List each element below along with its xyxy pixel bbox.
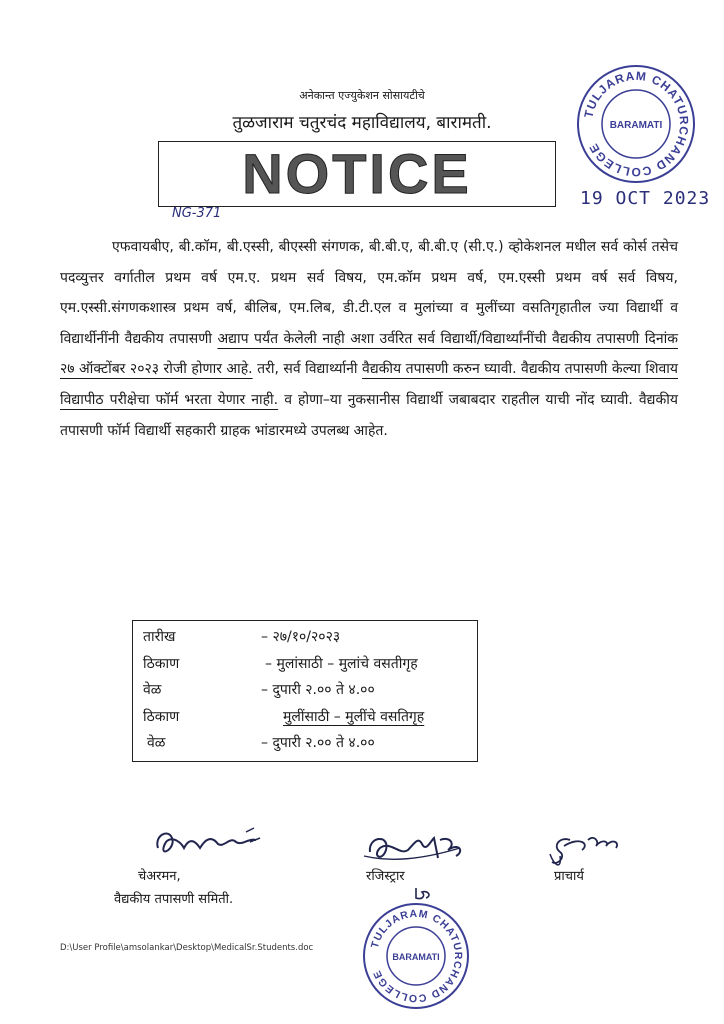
body-part-1: एफवायबीए, बी.कॉम, बी.एस्सी, बीएस्सी संगणक, बी.बी.ए, बी.बी.ए (सी.ए.) व्होकेशनल मधील सर्व कोर्स तसेच पदव्युत्तर वर्गातील प्रथम वर्ष एम.ए. प्रथम सर्व विषय, एम.कॉम प्रथम वर्ष, एम.एस्सी प्रथम वर्ष सर्व विषय, एम.एस्सी.संगणकशास्त्र प्रथम वर्ष, बीलिब, एम.लिब, डी.टी.एल व मुलांच्या व मुलींच्या वसतिगृहातील ज्या विद्यार्थी व विद्यार्थीनींनी वैद्यकीय तपासणी	[60, 239, 678, 347]
svg-text:BARAMATI: BARAMATI	[609, 120, 663, 131]
body-underlined-2: वैद्यकीय तपासणी करुन घ्यावी. वैद्यकीय तपासणी केल्या शिवाय विद्यापीठ परीक्षेचा फॉर्म भरता येणार नाही.	[60, 361, 678, 408]
schedule-value: – मुलांसाठी – मुलांचे वसतीगृह	[265, 656, 418, 672]
svg-text:TULJARAM CHATURCHAND COLLEGE: TULJARAM CHATURCHAND COLLEGE	[581, 68, 692, 180]
registrar-title: रजिस्ट्रार	[366, 869, 405, 884]
svg-text:TULJARAM CHATURCHAND COLLEGE: TULJARAM CHATURCHAND COLLEGE	[368, 907, 465, 1005]
schedule-label: ठिकाण	[143, 709, 180, 725]
body-part-3: व होणा–या नुकसानीस विद्यार्थी जबाबदार राहतील याची नोंद घ्यावी. वैद्यकीय तपासणी फॉर्म विद्यार्थी सहकारी ग्राहक भांडारमध्ये उपलब्ध आहेत.	[60, 391, 678, 439]
svg-text:BARAMATI: BARAMATI	[392, 952, 440, 962]
reference-number: NG-371	[172, 206, 222, 221]
principal-title: प्राचार्य	[554, 869, 584, 884]
committee-name: वैद्यकीय तपासणी समिती.	[114, 892, 234, 907]
college-seal-bottom	[360, 900, 472, 1012]
chairman-signature	[150, 818, 270, 868]
college-name: तुळजाराम चतुरचंद महाविद्यालय, बारामती.	[232, 113, 492, 133]
schedule-value: – दुपारी २.०० ते ४.००	[261, 682, 375, 698]
date-stamp: 19 OCT 2023	[580, 188, 711, 209]
schedule-value: मुलींसाठी – मुलींचे वसतिगृह	[283, 709, 425, 725]
schedule-box	[132, 620, 478, 762]
schedule-label: ठिकाण	[143, 656, 180, 672]
schedule-label: वेळ	[147, 735, 166, 751]
schedule-value: – दुपारी २.०० ते ४.००	[261, 735, 375, 751]
registrar-signature	[360, 822, 470, 872]
notice-title: NOTICE	[242, 142, 472, 205]
footer-file-path: D:\User Profile\amsolankar\Desktop\MedicalSr.Students.doc	[60, 943, 314, 953]
body-part-2: तरी, सर्व विद्यार्थ्यानी	[252, 361, 363, 378]
schedule-value: – २७/१०/२०२३	[261, 629, 341, 645]
body-underlined-1: अद्याप पर्यंत केलेली नाही अशा उर्वरित सर्व विद्यार्थी/विद्यार्थ्यांनींची वैद्यकीय तपासणी दिनांक २७ ऑक्टोंबर २०२३ रोजी होणार आहे.	[60, 330, 678, 378]
schedule-label: वेळ	[143, 682, 162, 698]
notice-title-box	[158, 141, 556, 207]
notice-body	[60, 232, 678, 446]
society-name: अनेकान्त एज्युकेशन सोसायटीचे	[299, 89, 425, 102]
chairman-title: चेअरमन,	[138, 869, 181, 884]
schedule-label: तारीख	[143, 629, 176, 645]
